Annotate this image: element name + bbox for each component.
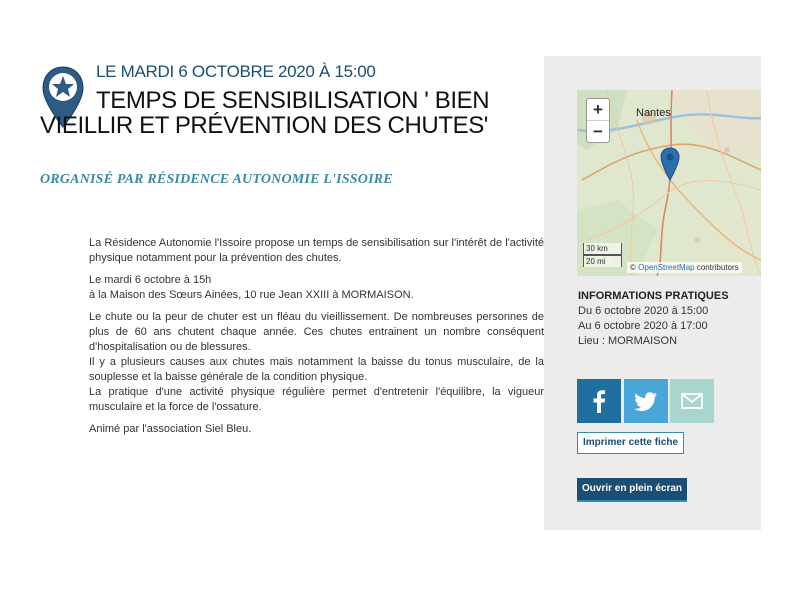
fullscreen-button[interactable]: Ouvrir en plein écran xyxy=(577,478,687,502)
description-paragraph: La Résidence Autonomie l'Issoire propose un temps de sensibilisation sur l'intérêt de l'activité physique notamment pour la prévention des chutes. xyxy=(89,237,544,264)
attribution-prefix: © xyxy=(630,263,636,272)
description-address-line: à la Maison des Sœurs Ainées, 10 rue Jean XXIII à MORMAISON. xyxy=(89,289,414,301)
scale-mi: 20 mi xyxy=(583,255,622,267)
description-paragraph: Le chute ou la peur de chuter est un fléau du vieillissement. De nombreuses personnes de plus de 60 ans chutent chaque année. Ces chutes entrainent un nombre conséquent d'hospitalisation ou de blessures. xyxy=(89,311,544,353)
attribution-suffix: contributors xyxy=(696,263,739,272)
description-paragraph xyxy=(89,273,544,303)
map-marker-icon[interactable] xyxy=(660,147,680,181)
info-location: Lieu : MORMAISON xyxy=(578,335,678,347)
map-scale xyxy=(583,243,622,267)
facebook-share-button[interactable] xyxy=(577,379,621,423)
description-paragraph: La pratique d'une activité physique régulière permet d'entretenir l'équilibre, la vigueur musculaire et la force de l'ossature. xyxy=(89,386,544,413)
mail-share-button[interactable] xyxy=(670,379,714,423)
event-description xyxy=(89,236,544,444)
twitter-icon xyxy=(624,379,668,423)
map-attribution xyxy=(627,262,742,273)
description-paragraph: Il y a plusieurs causes aux chutes mais notamment la baisse du tonus musculaire, de la souplesse et la baisse générale de la condition physique. xyxy=(89,356,544,383)
zoom-in-button[interactable]: + xyxy=(593,100,603,119)
twitter-share-button[interactable] xyxy=(624,379,668,423)
description-date-line: Le mardi 6 octobre à 15h xyxy=(89,274,212,286)
facebook-icon xyxy=(577,379,621,423)
info-start-date: Du 6 octobre 2020 à 15:00 xyxy=(578,305,709,317)
event-title: TEMPS DE SENSIBILISATION ' BIEN VIEILLIR ET PRÉVENTION DES CHUTES' xyxy=(40,87,490,139)
info-end-date: Au 6 octobre 2020 à 17:00 xyxy=(578,320,708,332)
event-organizer: ORGANISÉ PAR RÉSIDENCE AUTONOMIE L'ISSOIRE xyxy=(40,172,393,187)
openstreetmap-link[interactable]: OpenStreetMap xyxy=(638,263,695,272)
info-title: INFORMATIONS PRATIQUES xyxy=(578,290,729,302)
scale-km: 30 km xyxy=(583,243,622,255)
mail-icon xyxy=(670,379,714,423)
description-paragraph: Animé par l'association Siel Bleu. xyxy=(89,423,252,435)
print-button[interactable]: Imprimer cette fiche xyxy=(577,432,684,454)
map-city-label: Nantes xyxy=(636,107,671,119)
zoom-out-button[interactable]: − xyxy=(587,120,609,142)
event-date: LE MARDI 6 OCTOBRE 2020 À 15:00 xyxy=(96,62,376,81)
map-zoom-control xyxy=(586,98,610,143)
